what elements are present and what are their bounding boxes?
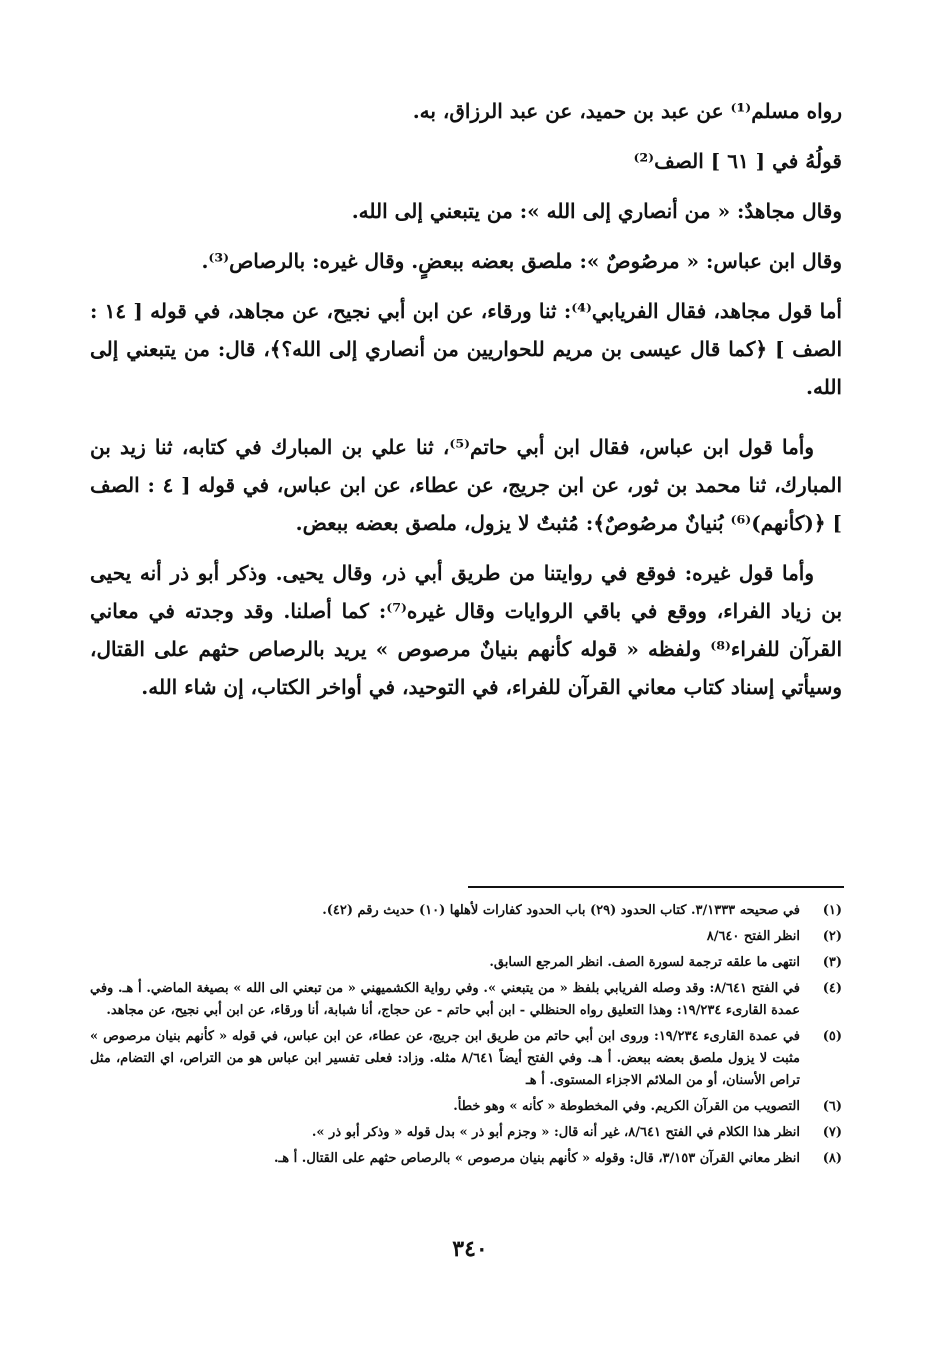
paragraph-7: وأما قول غيره: فوقع في روايتنا من طريق أبي ذر، وقال يحيى. وذكر أبو ذر أنه يحيى بن زياد الفراء، ووقع في باقي الروايات وقال غيره⁽⁷⁾: كما أصلنا. وقد وجدته في معاني القرآن للفراء⁽⁸⁾ ولفظه « قوله كأنهم بنيانٌ مرصوص » يريد بالرصاص حثهم على القتال، وسيأتي إسناد كتاب معاني القرآن للفراء، في التوحيد، في أواخر الكتاب، إن شاء الله. bbox=[90, 561, 843, 699]
paragraph-1: رواه مسلم⁽¹⁾ عن عبد بن حميد، عن عبد الرزاق، به. bbox=[412, 99, 842, 123]
footnote-1 bbox=[90, 900, 842, 922]
footnote-text: انتهى ما علقه ترجمة لسورة الصف. انظر المرجع السابق. bbox=[489, 955, 800, 970]
footnote-8 bbox=[90, 1148, 842, 1170]
footnote-6 bbox=[90, 1096, 842, 1118]
footnote-number: (٤) bbox=[822, 981, 842, 996]
footnote-7 bbox=[90, 1122, 842, 1144]
main-text bbox=[90, 92, 842, 706]
footnote-number: (٢) bbox=[822, 929, 842, 944]
footnote-text: التصويب من القرآن الكريم. وفي المخطوطة « كأنه » وهو خطأ. bbox=[453, 1099, 800, 1114]
footnote-3 bbox=[90, 952, 842, 974]
footnote-4 bbox=[90, 978, 842, 1022]
footnote-text: في عمدة القارىء ١٩/٢٣٤: وروى ابن أبي حاتم من طريق ابن جريج، عن عطاء، عن ابن عباس، في قوله « كأنهم بنيان مرصوص » مثبت لا يزول ملصق بعضه ببعض. أ هـ. وفي الفتح أيضاً ٨/٦٤١ مثله. وزاد: فعلى تفسير ابن عباس هو من التراص، اي التضام، مثل تراص الأسنان، أو من الملائم الاجزاء المستوى. أ هـ bbox=[90, 1029, 800, 1088]
section-heading: قولُهُ في [ ٦١ ] الصف⁽²⁾ bbox=[633, 149, 842, 173]
paragraph-5: أما قول مجاهد، فقال الفريابي⁽⁴⁾: ثنا ورقاء، عن ابن أبي نجيح، عن مجاهد، في قوله [ ١٤ : الصف ] ﴿كما قال عيسى بن مريم للحواريين من أنصاري إلى الله؟﴾، قال: من يتبعني إلى الله. bbox=[90, 299, 842, 399]
footnote-number: (٨) bbox=[822, 1151, 842, 1166]
paragraph-3: وقال مجاهدٌ: « من أنصاري إلى الله »: من يتبعني إلى الله. bbox=[351, 199, 842, 223]
footnote-5 bbox=[90, 1026, 842, 1092]
footnotes bbox=[90, 900, 842, 1174]
page-number: ٣٤٠ bbox=[452, 1236, 488, 1262]
footnote-separator bbox=[468, 886, 844, 888]
footnote-text: انظر هذا الكلام في الفتح ٨/٦٤١، غير أنه قال: « وجزم أبو ذر » بدل قوله « وذكر أبو ذر ». bbox=[311, 1125, 800, 1140]
footnote-number: (٥) bbox=[822, 1029, 842, 1044]
footnote-number: (٣) bbox=[822, 955, 842, 970]
footnote-number: (٦) bbox=[822, 1099, 842, 1114]
paragraph-4: وقال ابن عباس: « مرصُوصٌ »: ملصق بعضه ببعضٍ. وقال غيره: بالرصاص⁽³⁾. bbox=[201, 249, 842, 273]
footnote-text: انظر معاني القرآن ٣/١٥٣، قال: وقوله « كأنهم بنيان مرصوص » بالرصاص حثهم على القتال. أ هـ. bbox=[273, 1151, 800, 1166]
footnote-number: (١) bbox=[822, 903, 842, 918]
footnote-number: (٧) bbox=[822, 1125, 842, 1140]
footnote-text: في الفتح ٨/٦٤١: وقد وصله الفريابي بلفظ « من يتبعني ». وفي رواية الكشميهني « من تبعني الى الله » بصيغة الماضي. أ هـ. وفي عمدة القارىء ١٩/٢٣٤: وهذا التعليق رواه الحنظلي - ابن أبي حاتم - عن حجاج، أنا شبابة، أنا ورقاء، عن ابن أبي نجيح، عن مجاهد. bbox=[90, 981, 800, 1018]
footnote-text: في صحيحه ٣/١٣٣٣. كتاب الحدود (٢٩) باب الحدود كفارات لأهلها (١٠) حديث رقم (٤٢). bbox=[322, 903, 800, 918]
footnote-2 bbox=[90, 926, 842, 948]
footnote-text: انظر الفتح ٨/٦٤٠ bbox=[706, 929, 800, 944]
paragraph-6: وأما قول ابن عباس، فقال ابن أبي حاتم⁽⁵⁾، ثنا علي بن المبارك في كتابه، ثنا زيد بن المبارك، ثنا محمد بن ثور، عن ابن جريج، عن عطاء، عن ابن عباس، في قوله [ ٤ : الصف ] ﴿(كأنهم)⁽⁶⁾ بُنيانٌ مرصُوصٌ﴾: مُثبتٌ لا يزول، ملصق بعضه ببعض. bbox=[90, 435, 843, 535]
